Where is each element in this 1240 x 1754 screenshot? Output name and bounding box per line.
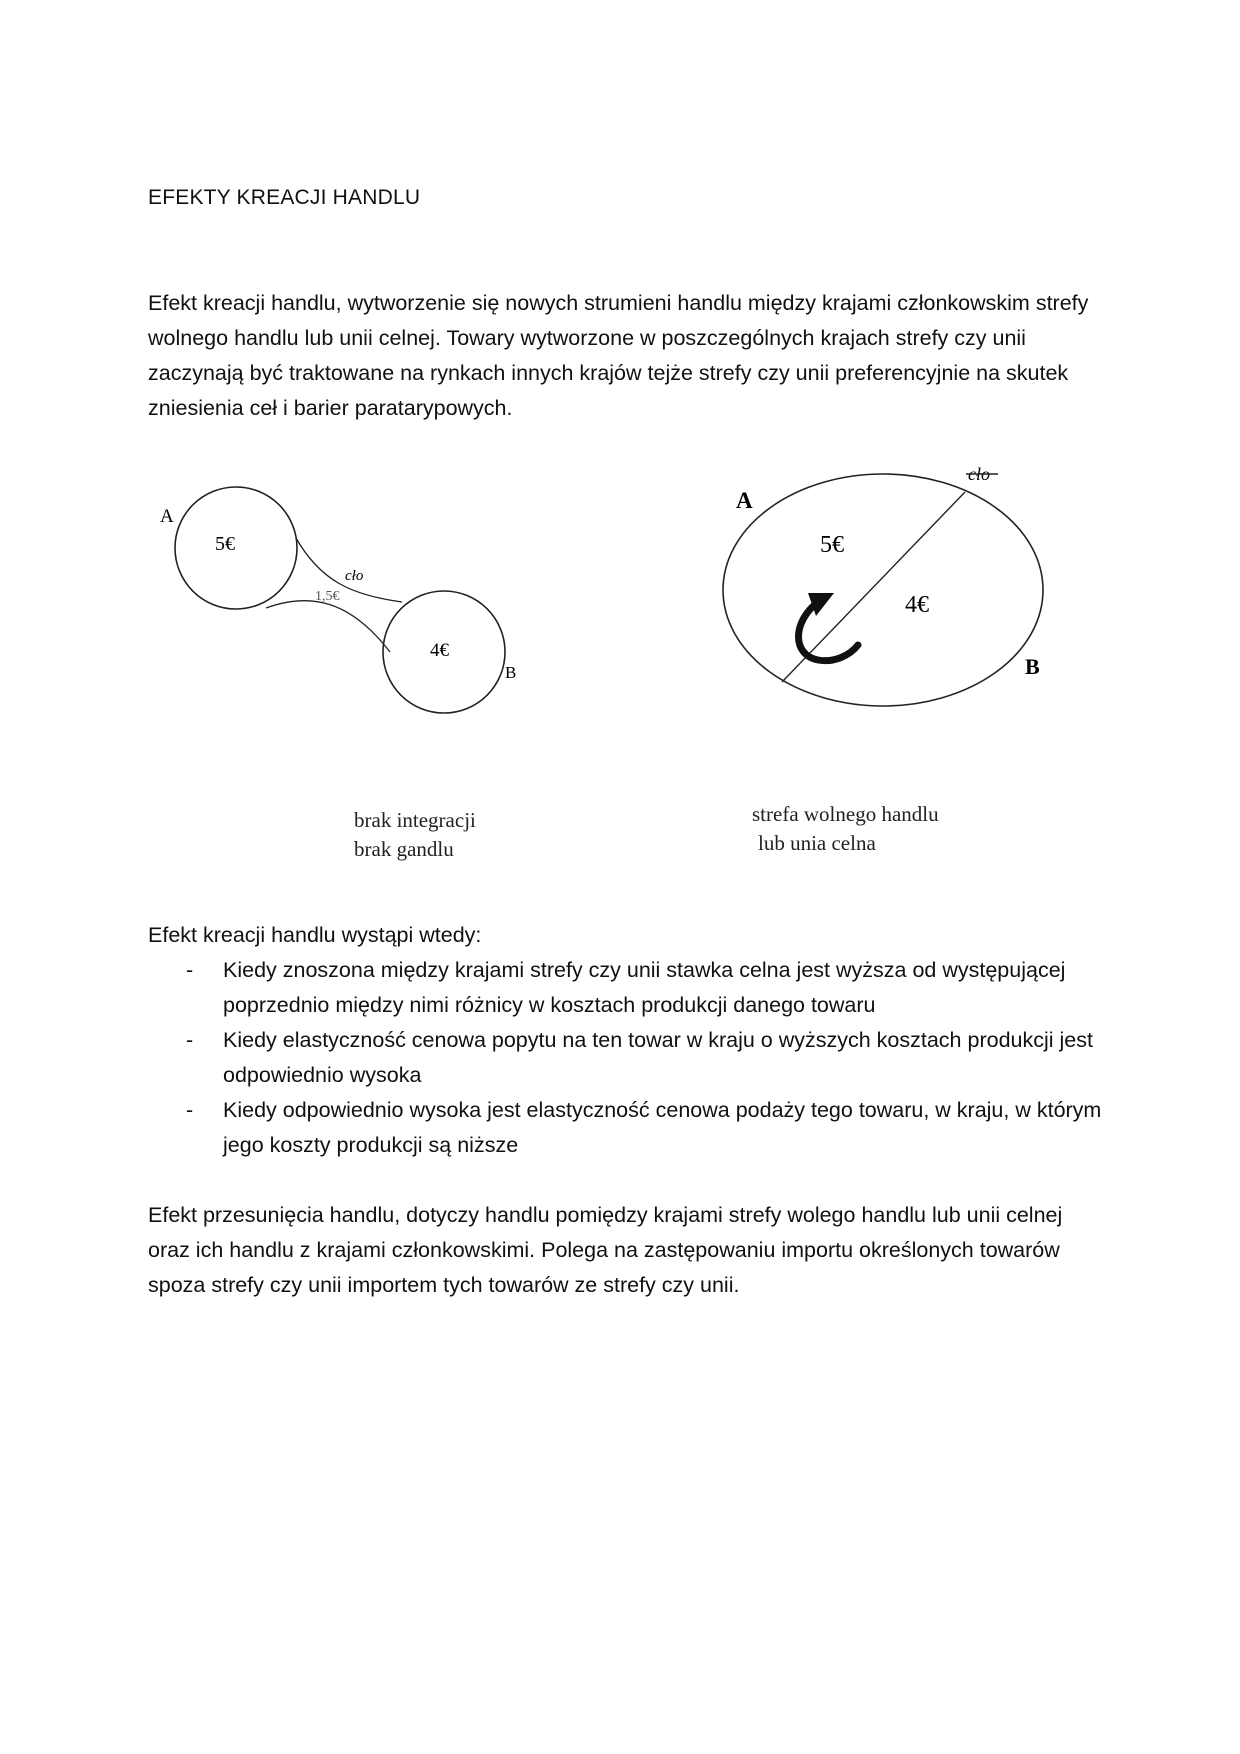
list-item-text: Kiedy znoszona między krajami strefy czy unii stawka celna jest wyższa od występującej poprzednio między nimi różnicy w kosztach produkcji danego towaru: [223, 958, 1066, 1017]
caption-free-trade: [752, 800, 939, 858]
list-item: [148, 1093, 1108, 1163]
duty-label: cło: [345, 568, 364, 584]
list-item: [148, 953, 1108, 1023]
caption-line-2: brak gandlu: [354, 837, 454, 861]
trade-flow-arrow: [799, 602, 859, 661]
bullet-dash: -: [186, 958, 194, 982]
bullet-dash: -: [186, 1028, 194, 1052]
union-ellipse: [723, 474, 1043, 706]
label-b: B: [505, 663, 517, 682]
intro-paragraph: Efekt kreacji handlu, wytworzenie się nowych strumieni handlu między krajami członkowskim strefy wolnego handlu lub unii celnej. Towary wytworzone w poszczególnych krajach strefy czy unii zaczynają być traktowane na rynkach innych krajów tejże strefy czy unii preferencyjnie na skutek zniesienia ceł i barier paratarypowych.: [148, 291, 1089, 420]
trade-link-lower: [266, 601, 390, 652]
label-a: A: [160, 506, 174, 527]
country-a-circle: [175, 487, 297, 609]
price-b: 4€: [430, 640, 449, 661]
list-item: [148, 1023, 1108, 1093]
bullet-dash: -: [186, 1098, 194, 1122]
diagram-free-trade: [720, 450, 1080, 720]
list-item-text: Kiedy elastyczność cenowa popytu na ten towar w kraju o wyższych kosztach produkcji jest odpowiednio wysoka: [223, 1028, 1093, 1087]
caption-line-2: lub unia celna: [758, 831, 876, 855]
price-b: 4€: [905, 592, 929, 618]
price-a: 5€: [215, 533, 235, 555]
price-a: 5€: [820, 532, 844, 558]
duty-label-struck: cło: [968, 464, 990, 484]
label-a: A: [736, 488, 753, 513]
label-b: B: [1025, 654, 1040, 679]
caption-line-1: brak integracji: [354, 808, 476, 832]
conditions-intro: Efekt kreacji handlu wystąpi wtedy:: [148, 923, 482, 947]
diversion-paragraph: Efekt przesunięcia handlu, dotyczy handlu pomiędzy krajami strefy wolego handlu lub unii celnej oraz ich handlu z krajami członkowskimi. Polega na zastępowaniu importu określonych towarów spoza strefy czy unii importem tych towarów ze strefy czy unii.: [148, 1203, 1063, 1297]
page-title: EFEKTY KREACJI HANDLU: [148, 186, 421, 209]
duty-value: 1,5€: [315, 589, 340, 604]
list-item-text: Kiedy odpowiednio wysoka jest elastyczność cenowa podaży tego towaru, w kraju, w którym jego koszty produkcji są niższe: [223, 1098, 1102, 1157]
conditions-list: [148, 953, 1108, 1163]
caption-line-1: strefa wolnego handlu: [752, 802, 939, 826]
diagram-no-integration: [150, 480, 550, 720]
caption-no-integration: [354, 806, 476, 864]
